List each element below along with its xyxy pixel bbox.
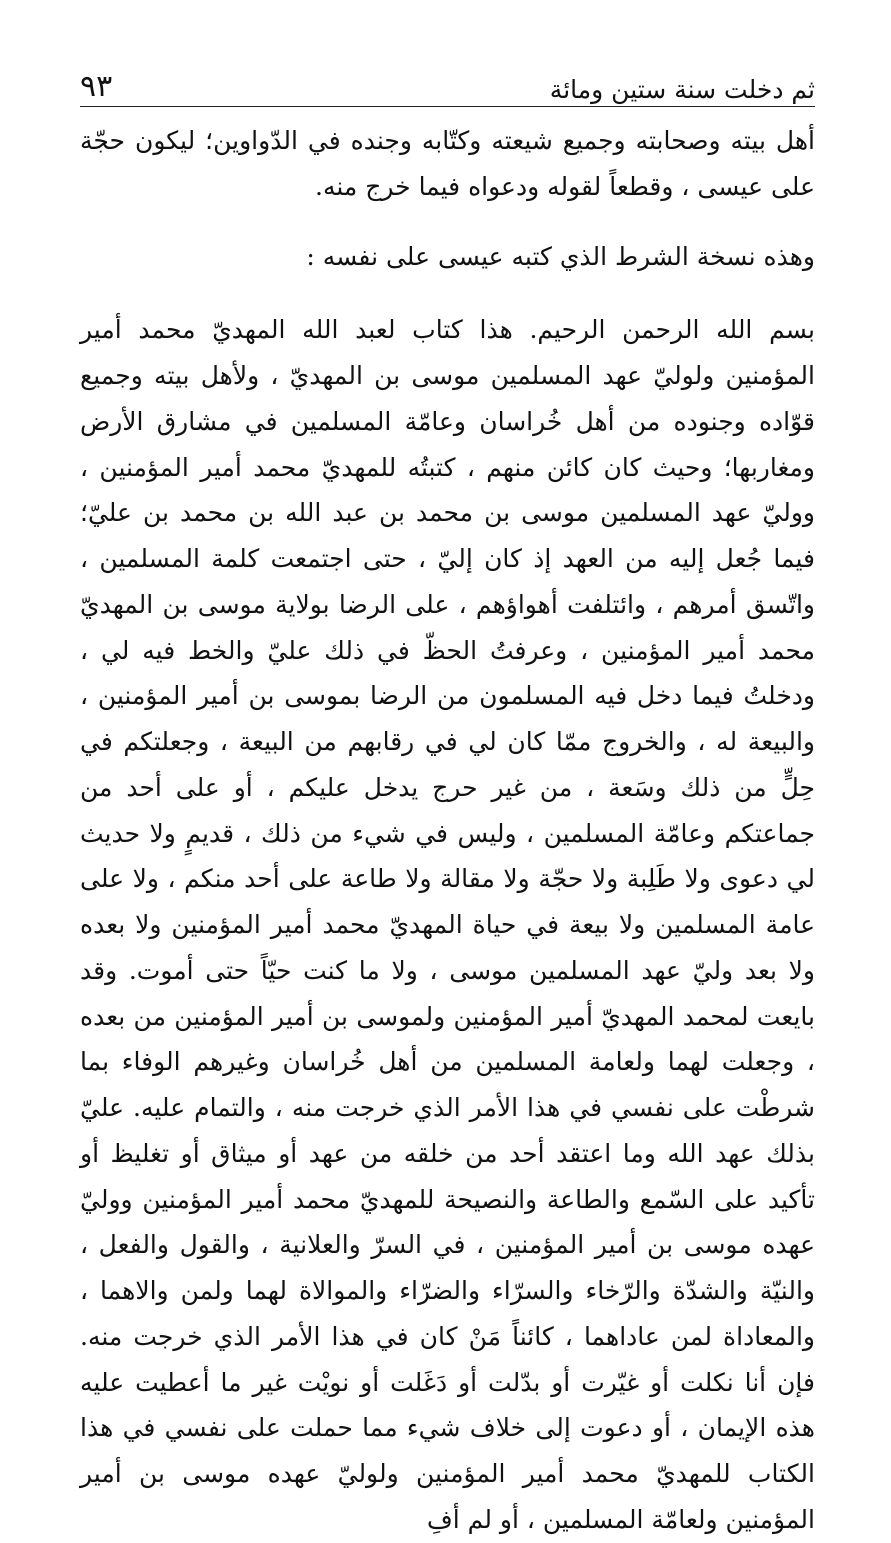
body-text [80, 118, 815, 1543]
paragraph-intro: أهل بيته وصحابته وجميع شيعته وكتّابه وجنده في الدّواوين؛ ليكون حجّة على عيسى ، وقطعاً لقوله ودعواه فيما خرج منه. [80, 126, 815, 201]
page-header [80, 54, 815, 107]
running-title: ثم دخلت سنة ستين ومائة [549, 75, 815, 104]
page-number: ٩٣ [80, 69, 113, 104]
paragraph-heading-copy: وهذه نسخة الشرط الذي كتبه عيسى على نفسه : [306, 241, 815, 271]
paragraph-document-text: بسم الله الرحمن الرحيم. هذا كتاب لعبد الله المهديّ محمد أمير المؤمنين ولوليّ عهد المسلمين موسى بن المهديّ ، ولأهل بيته وجميع قوّاده وجنوده من أهل خُراسان وعامّة المسلمين في مشارق الأرض ومغاربها؛ وحيث كان كائن منهم ، كتبتُه للمهديّ محمد أمير المؤمنين ، ووليّ عهد المسلمين موسى بن محمد بن عبد الله بن محمد بن عليّ؛ فيما جُعل إليه من العهد إذ كان إليّ ، حتى اجتمعت كلمة المسلمين ، واتّسق أمرهم ، وائتلفت أهواؤهم ، على الرضا بولاية موسى بن المهديّ محمد أمير المؤمنين ، وعرفتُ الحظّ في ذلك عليّ والخط فيه لي ، ودخلتُ فيما دخل فيه المسلمون من الرضا بموسى بن أمير المؤمنين ، والبيعة له ، والخروج ممّا كان لي في رقابهم من البيعة ، وجعلتكم في حِلٍّ من ذلك وسَعة ، من غير حرج يدخل عليكم ، أو على أحد من جماعتكم وعامّة المسلمين ، وليس في شيء من ذلك ، قديمٍ ولا حديث لي دعوى ولا طَلِبة ولا حجّة ولا مقالة ولا طاعة على أحد منكم ، ولا على عامة المسلمين ولا بيعة في حياة المهديّ محمد أمير المؤمنين ولا بعده ولا بعد وليّ عهد المسلمين موسى ، ولا ما كنت حيّاً حتى أموت. وقد بايعت لمحمد المهديّ أمير المؤمنين ولموسى بن أمير المؤمنين من بعده ، وجعلت لهما ولعامة المسلمين من أهل خُراسان وغيرهم الوفاء بما شرطْت على نفسي في هذا الأمر الذي خرجت منه ، والتمام عليه. عليّ بذلك عهد الله وما اعتقد أحد من خلقه من عهد أو ميثاق أو تغليظ أو تأكيد على السّمع والطاعة والنصيحة للمهديّ محمد أمير المؤمنين ووليّ عهده موسى بن أمير المؤمنين ، في السرّ والعلانية ، والقول والفعل ، والنيّة والشدّة والرّخاء والسرّاء والضرّاء والموالاة لهما ولمن والاهما ، والمعاداة لمن عاداهما ، كائناً مَنْ كان في هذا الأمر الذي خرجت منه. فإن أنا نكلت أو غيّرت أو بدّلت أو دَغَلت أو نويْت غير ما أعطيت عليه هذه الإيمان ، أو دعوت إلى خلاف شيء مما حملت على نفسي في هذا الكتاب للمهديّ محمد أمير المؤمنين ولوليّ عهده موسى بن أمير المؤمنين ولعامّة المسلمين ، أو لم أفِ [80, 315, 815, 1534]
